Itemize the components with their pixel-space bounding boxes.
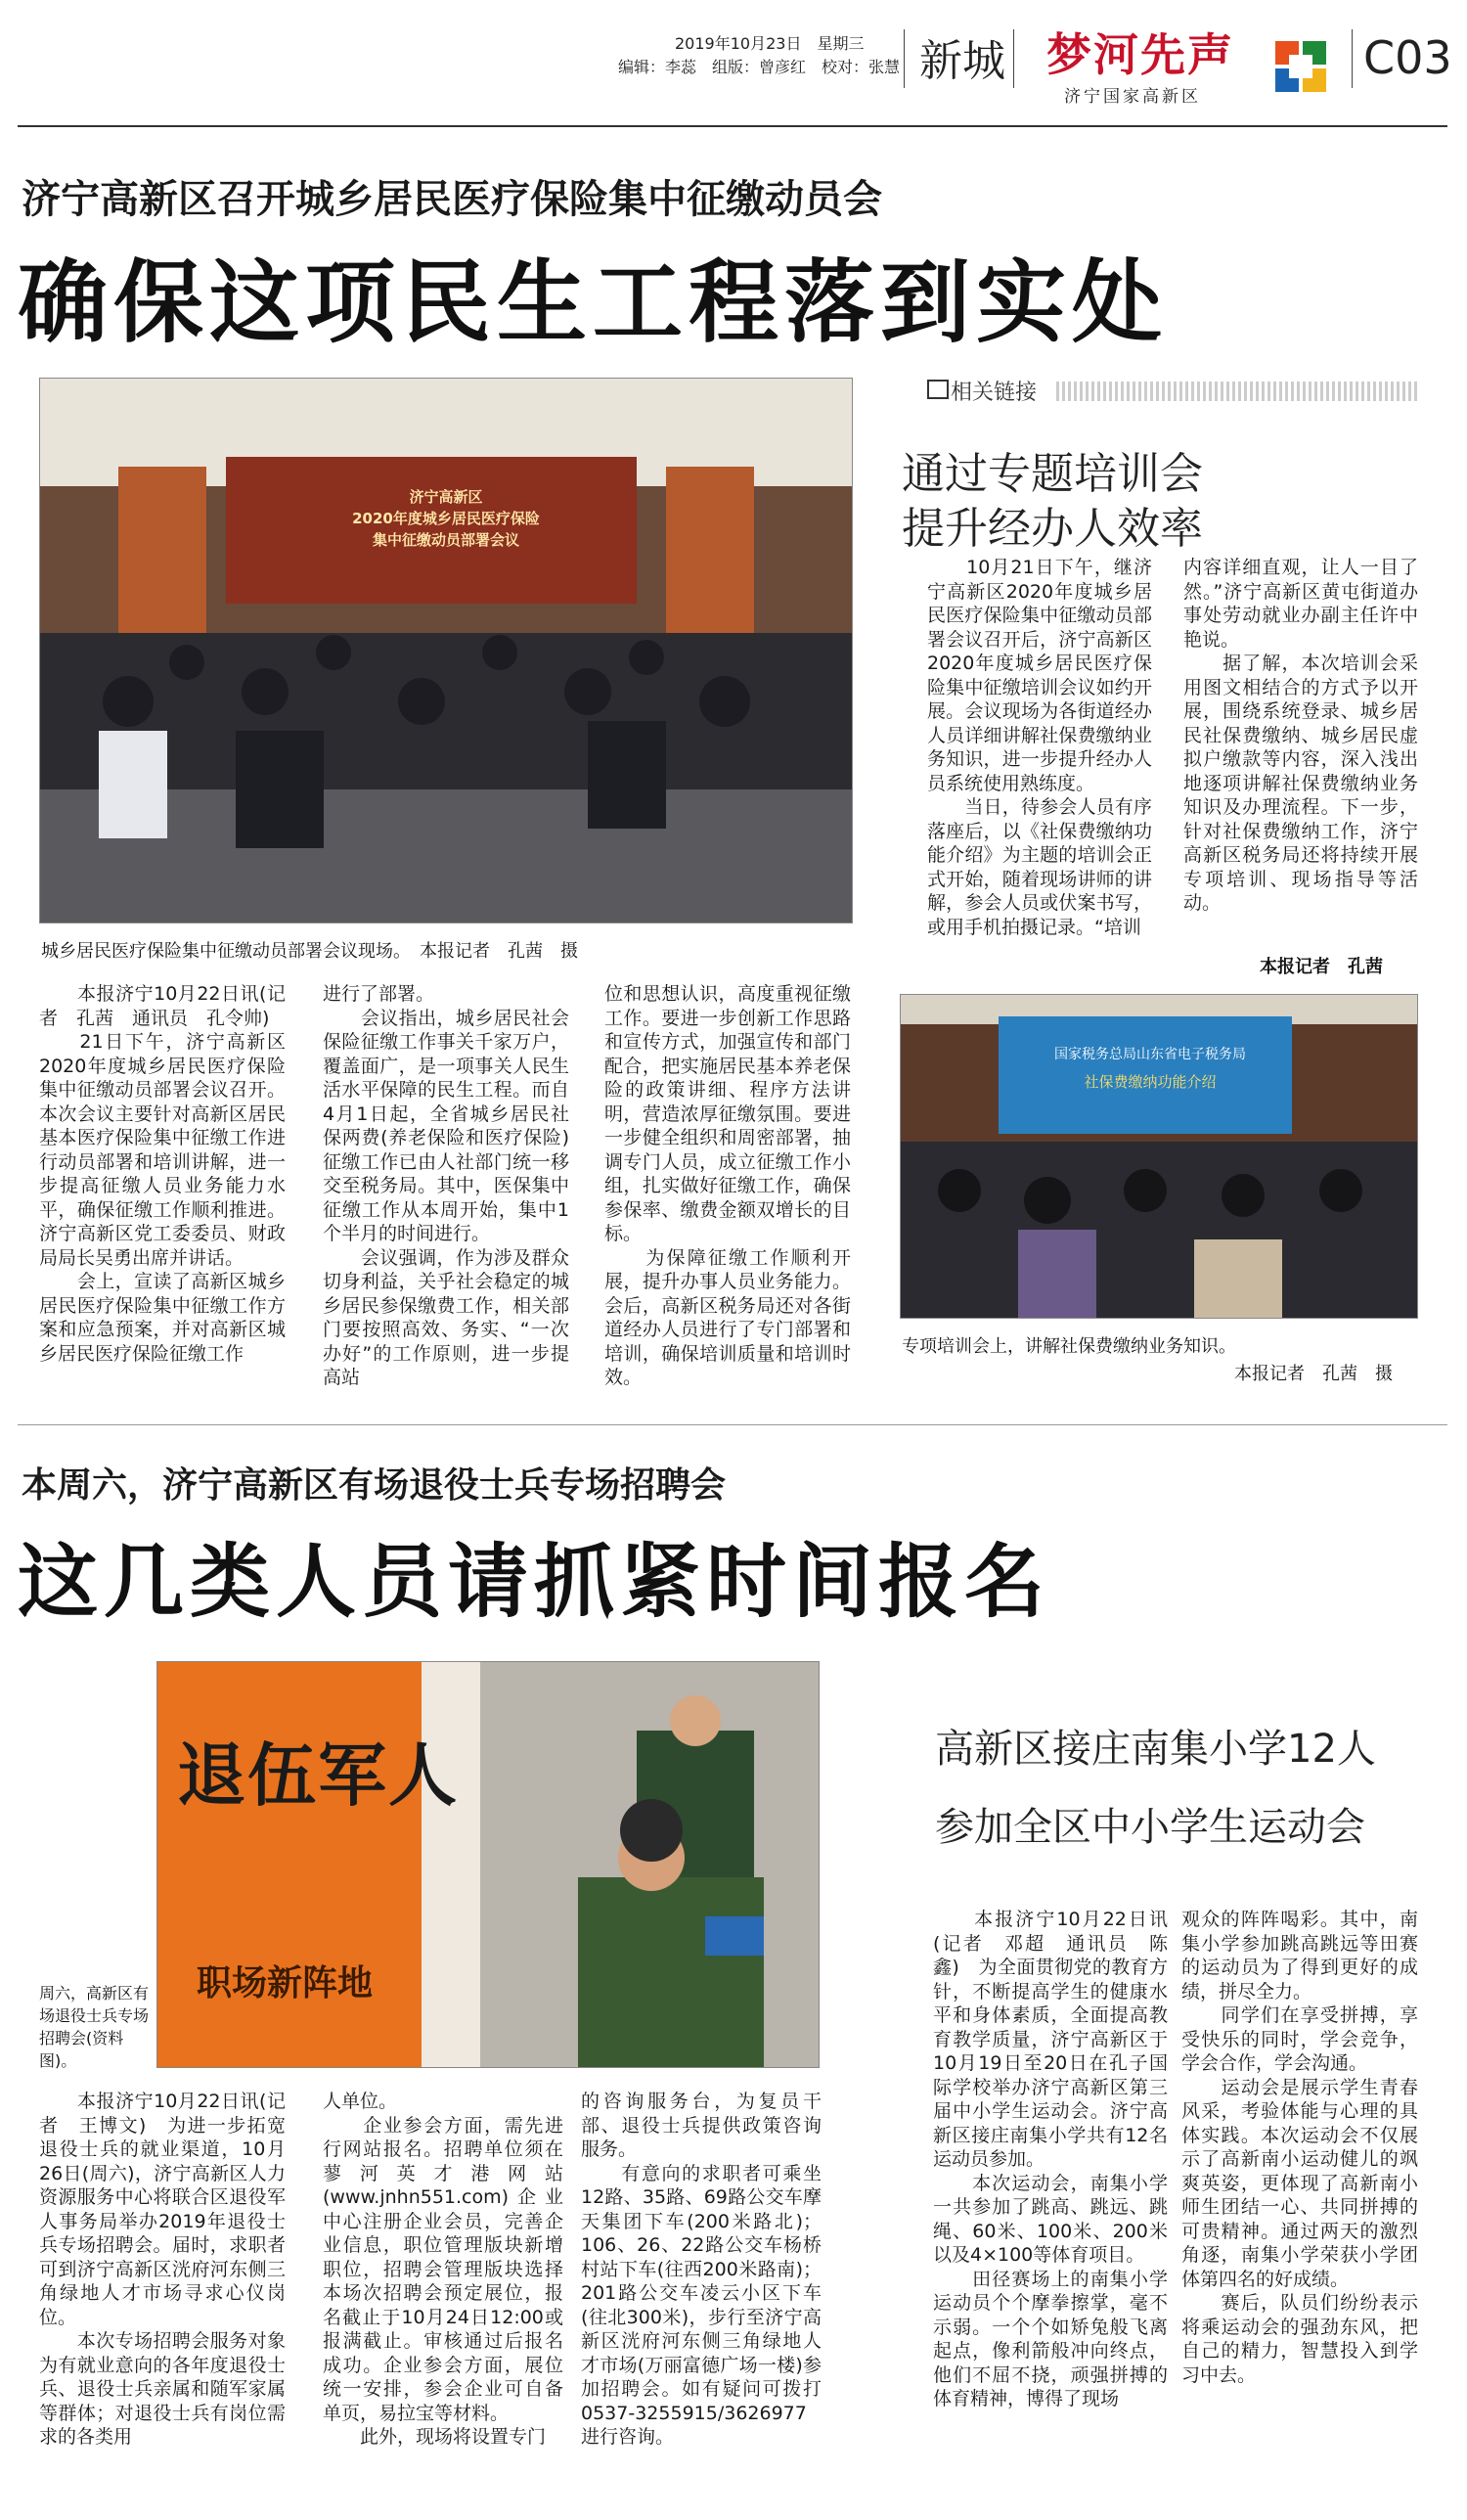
editors-line: 编辑：李蕊 组版：曾彦红 校对：张慧 [618, 58, 901, 76]
meeting-photo [39, 378, 853, 923]
story2-kicker: 本周六，济宁高新区有场退役士兵专场招聘会 [22, 1465, 727, 1506]
story1-headline: 确保这项民生工程落到实处 [18, 250, 1169, 355]
page-number: C03 [1363, 31, 1452, 84]
masthead-logo: 梦河先声 [1046, 28, 1234, 81]
story1-column-2: 进行了部署。 会议指出，城乡居民社会保险征缴工作事关千家万户，覆盖面广，是一项事关人民生活水平保障的民生工程。而自4月1日起，全省城乡居民社保两费(养老保险和医疗保险)征缴工作已由人社部门统一移交至税务局。其中，医保集中征缴工作从本周开始，集中1个半月的时间进行。 会议强调，作为涉及群众切身利益，关乎社会稳定的城乡居民参保缴费工作，相关部门要按照高效、务实、“一次办好”的工作原则，进一步提高站 [323, 983, 569, 1388]
related-column-2: 内容详细直观，让人一目了然。”济宁高新区黄屯街道办事处劳动就业办副主任许中艳说。 据了解，本次培训会采用图文相结合的方式予以开展，围绕系统登录、城乡居民社保费缴纳、城乡居民虚拟户缴款等内容，深入浅出地逐项讲解社保费缴纳业务知识及办理流程。下一步，针对社保费缴纳工作，济宁高新区税务局还将持续开展专项培训、现场指导等活动。 [1183, 557, 1418, 914]
training-screen-line2: 社保费缴纳功能介绍 [1084, 1073, 1217, 1091]
meeting-photo-caption: 城乡居民医疗保险集中征缴动员部署会议现场。 本报记者 孔茜 摄 [41, 941, 578, 962]
training-screen-line1: 国家税务总局山东省电子税务局 [1054, 1047, 1246, 1062]
related-column-1: 10月21日下午，继济宁高新区2020年度城乡居民医疗保险集中征缴动员部署会议召开后，济宁高新区2020年度城乡居民医疗保险集中征缴培训会议如约开展。会议现场为各街道经办人员详细讲解社保费缴纳业务知识，进一步提升经办人员系统使用熟练度。 当日，待参会人员有序落座后，以《社保费缴纳功能介绍》为主题的培训会正式开始，随着现场讲师的讲解，参会人员或伏案书写，或用手机拍摄记录。“培训 [927, 557, 1152, 938]
story1-column-1: 本报济宁10月22日讯(记者 孔茜 通讯员 孔令帅) 21日下午，济宁高新区2020年度城乡居民医疗保险集中征缴动员部署会议召开。本次会议主要针对高新区居民基本医疗保险集中征缴工作进行动员部署和培训讲解，进一步提高征缴人员业务能力水平，确保征缴工作顺利推进。济宁高新区党工委委员、财政局局长吴勇出席并讲话。 会上，宣读了高新区城乡居民医疗保险集中征缴工作方案和应急预案，并对高新区城乡居民医疗保险征缴工作 [39, 983, 286, 1365]
related-title-line2: 提升经办人效率 [902, 504, 1203, 554]
section-rule [18, 1424, 1447, 1425]
related-label: 相关链接 [951, 381, 1038, 405]
header-divider [1352, 29, 1353, 88]
recruitment-sign-line1: 退伍军人 [177, 1734, 459, 1816]
related-divider [1056, 382, 1418, 401]
story2-column-3: 的咨询服务台，为复员干部、退役士兵提供政策咨询服务。 有意向的求职者可乘坐12路、35路、69路公交车摩天集团下车(200米路北)；106、26、22路公交车杨桥村站下车(往西200米路南)；201路公交车凌云小区下车(往北300米)，步行至济宁高新区洸府河东侧三角绿地人才市场(万丽富德广场一楼)参加招聘会。如有疑问可拨打0537-3255915/3626977进行咨询。 [581, 2091, 822, 2448]
related-title-line1: 通过专题培训会 [902, 449, 1203, 499]
masthead-subtitle: 济宁国家高新区 [1064, 87, 1201, 107]
story3-column-1: 本报济宁10月22日讯(记者 邓超 通讯员 陈鑫) 为全面贯彻党的教育方针，不断提高学生的健康水平和身体素质，全面提高教育教学质量，济宁高新区于10月19日至20日在孔子国际学校举办济宁高新区第三届中小学生运动会。济宁高新区接庄南集小学共有12名运动员参加。 本次运动会，南集小学一共参加了跳高、跳远、跳绳、60米、100米、200米以及4×100等体育项目。 田径赛场上的南集小学运动员个个摩拳擦掌，毫不示弱。一个个如矫兔般飞离起点，像利箭般冲向终点，他们不屈不挠，顽强拼搏的体育精神，博得了现场 [933, 1909, 1168, 2409]
story1-column-3: 位和思想认识，高度重视征缴工作。要进一步创新工作思路和宣传方式，加强宣传和部门配合，把实施居民基本养老保险的政策讲细、程序方法讲明，营造浓厚征缴氛围。要进一步健全组织和周密部署，抽调专门人员，成立征缴工作小组，扎实做好征缴工作，确保参保率、缴费金额双增长的目标。 为保障征缴工作顺利开展，提升办事人员业务能力。会后，高新区税务局还对各街道经办人员进行了专门部署和培训，确保培训质量和培训时效。 [604, 983, 851, 1388]
story2-column-1: 本报济宁10月22日讯(记者 王博文) 为进一步拓宽退役士兵的就业渠道，10月26日(周六)，济宁高新区人力资源服务中心将联合区退役军人事务局举办2019年退役士兵专场招聘会。届时，求职者可到济宁高新区洸府河东侧三角绿地人才市场寻求心仪岗位。 本次专场招聘会服务对象为有就业意向的各年度退役士兵、退役士兵亲属和随军家属等群体；对退役士兵有岗位需求的各类用 [39, 2091, 286, 2448]
header-divider [1013, 29, 1014, 88]
story2-headline: 这几类人员请抓紧时间报名 [18, 1536, 1051, 1629]
story1-kicker: 济宁高新区召开城乡居民医疗保险集中征缴动员会 [22, 177, 882, 222]
header-divider [904, 29, 905, 88]
training-photo-caption: 专项培训会上，讲解社保费缴纳业务知识。 [902, 1336, 1236, 1357]
recruitment-photo [156, 1661, 820, 2068]
story3-title-line2: 参加全区中小学生运动会 [935, 1805, 1365, 1850]
district-logo-icon [1273, 39, 1328, 94]
meeting-banner-text: 济宁高新区 2020年度城乡居民医疗保险 集中征缴动员部署会议 [352, 488, 540, 549]
training-photo-credit: 本报记者 孔茜 摄 [1234, 1364, 1393, 1384]
issue-date: 2019年10月23日 星期三 [675, 34, 865, 53]
story2-column-2: 人单位。 企业参会方面，需先进行网站报名。招聘单位须在蓼河英才港网站(www.jnhn551.com)企业中心注册企业会员，完善企业信息，职位管理版块新增职位，招聘会管理版块选择本场次招聘会预定展位，报名截止于10月24日12:00或报满截止。审核通过后报名成功。企业参会方面，展位统一安排，参会企业可自备单页，易拉宝等材料。 此外，现场将设置专门 [323, 2091, 563, 2448]
related-byline: 本报记者 孔茜 [1260, 957, 1383, 977]
story3-column-2: 观众的阵阵喝彩。其中，南集小学参加跳高跳远等田赛的运动员为了得到更好的成绩，拼尽全力。 同学们在享受拼搏，享受快乐的同时，学会竞争，学会合作，学会沟通。 运动会是展示学生青春风采，考验体能与心理的具体实践。本次运动会不仅展示了高新南小运动健儿的飒爽英姿，更体现了高新南小师生团结一心、共同拼搏的可贵精神。通过两天的激烈角逐，南集小学荣获小学团体第四名的好成绩。 赛后，队员们纷纷表示将乘运动会的强劲东风，把自己的精力，智慧投入到学习中去。 [1181, 1909, 1418, 2386]
related-link-icon [927, 380, 949, 399]
story3-title-line1: 高新区接庄南集小学12人 [935, 1727, 1376, 1772]
top-rule [18, 125, 1447, 127]
section-name: 新城 [919, 36, 1005, 86]
recruitment-sign-line2: 职场新阵地 [197, 1963, 374, 2003]
training-photo [900, 994, 1418, 1319]
recruitment-photo-caption: 周六，高新区有场退役士兵专场招聘会(资料图)。 [39, 1984, 150, 2070]
